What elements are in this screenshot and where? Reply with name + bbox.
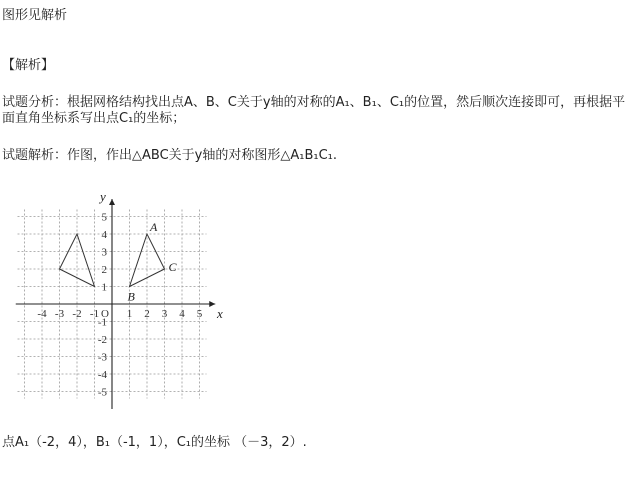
coordinate-graph <box>12 188 223 416</box>
x-axis-arrow <box>209 301 215 307</box>
vertex-labels <box>128 220 178 304</box>
analysis-text: 试题分析：根据网格结构找出点A、B、C关于y轴的对称的A₁、B₁、C₁的位置，然后顺次连接即可，再根据平面直角坐标系写出点C₁的坐标； <box>2 95 626 126</box>
y-axis-label: y <box>100 188 106 204</box>
answer-text: 点A₁（-2，4），B₁（-1，1），C₁的坐标 （－3，2）. <box>2 435 307 450</box>
y-tick-label: 1 <box>101 281 107 294</box>
answer-heading: 图形见解析 <box>2 8 68 23</box>
vertex-label-a: A <box>150 220 158 234</box>
x-tick-label: 5 <box>196 308 203 320</box>
y-tick-label: -2 <box>97 334 107 346</box>
x-tick-label: 1 <box>126 308 133 320</box>
axes <box>16 189 223 409</box>
x-tick-label: -4 <box>37 308 47 320</box>
y-tick-label: 2 <box>101 264 107 276</box>
x-tick-label: 2 <box>144 308 150 320</box>
tick-labels <box>37 212 202 399</box>
x-axis-label: x <box>217 306 223 321</box>
x-tick-label: -1 <box>89 308 100 320</box>
origin-label: O <box>101 308 109 320</box>
y-axis-arrow <box>109 199 115 205</box>
x-tick-label: -2 <box>72 308 82 320</box>
y-tick-label: 4 <box>101 229 107 241</box>
x-tick-label: 4 <box>179 308 185 320</box>
y-tick-label: -1 <box>97 316 107 329</box>
vertex-label-c: C <box>168 260 177 274</box>
y-tick-label: 5 <box>101 211 107 224</box>
y-tick-label: -3 <box>97 351 107 364</box>
y-tick-label: 3 <box>101 246 107 259</box>
x-tick-label: -3 <box>54 308 65 320</box>
x-tick-label: 3 <box>161 308 168 320</box>
solution-text: 试题解析：作图，作出△ABC关于y轴的对称图形△A₁B₁C₁. <box>2 148 338 163</box>
section-label: 【解析】 <box>2 58 55 73</box>
y-tick-label: -5 <box>97 386 107 399</box>
vertex-label-b: B <box>127 289 135 304</box>
y-tick-label: -4 <box>97 369 107 381</box>
